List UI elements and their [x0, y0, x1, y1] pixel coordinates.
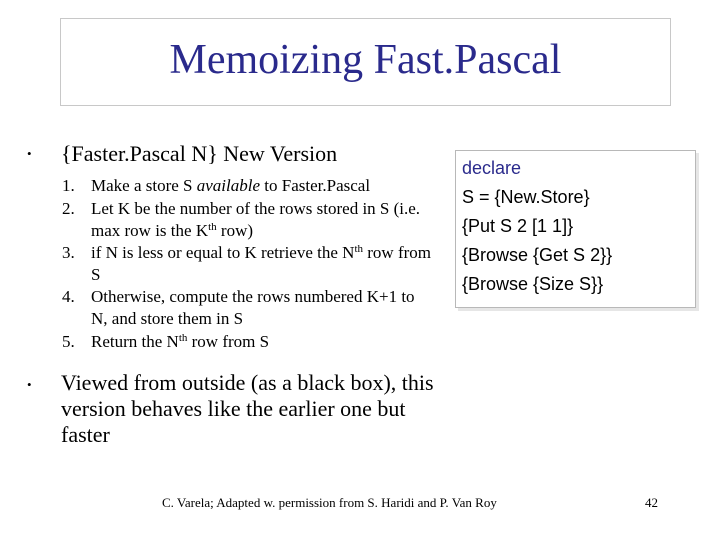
code-line: S = {New.Store}: [462, 187, 590, 207]
title-box: [60, 18, 671, 106]
footer-credit: C. Varela; Adapted w. permission from S. Haridi and P. Van Roy: [162, 495, 497, 510]
code-line: {Browse {Get S 2}}: [462, 245, 613, 265]
step-text: Return the N: [91, 332, 179, 351]
step-text: row from S: [91, 243, 431, 284]
code-line-declare: declare: [462, 158, 522, 178]
step-text: to Faster.Pascal: [260, 176, 371, 195]
bullet-faster-pascal-new-version: {Faster.Pascal N} New Version: [61, 141, 338, 166]
code-box: [455, 150, 696, 308]
superscript-th: th: [208, 221, 217, 233]
code-line: {Put S 2 [1 1]}: [462, 216, 574, 236]
superscript-th: th: [178, 332, 188, 344]
step-number: 5.: [62, 332, 75, 351]
step-text: Let K be the number of the rows stored in S (i.e. max row is the K: [91, 199, 421, 240]
bullet-marker: •: [27, 146, 32, 161]
step-text: Make a store S: [91, 176, 197, 195]
step-number: 2.: [62, 199, 75, 218]
step-text: Otherwise, compute the rows numbered K+1 to N, and store them in S: [91, 287, 415, 328]
step-number: 3.: [62, 243, 75, 262]
page-number: 42: [645, 495, 658, 510]
step-text: row): [216, 221, 254, 240]
list-item: [62, 174, 434, 198]
step-text: row from S: [187, 332, 270, 351]
numbered-steps-list: [62, 174, 434, 354]
step-number: 4.: [62, 287, 75, 306]
list-item: [62, 242, 434, 286]
step-text-italic: available: [196, 176, 261, 195]
step-number: 1.: [62, 176, 75, 195]
step-text: if N is less or equal to K retrieve the N: [91, 243, 355, 262]
code-line: {Browse {Size S}}: [462, 274, 604, 294]
bullet-marker: •: [27, 377, 32, 392]
list-item: [62, 330, 434, 354]
list-item: [62, 286, 434, 330]
slide-title: Memoizing Fast.Pascal: [169, 37, 562, 83]
superscript-th: th: [354, 243, 363, 255]
list-item: [62, 198, 434, 242]
bullet-viewed-from-outside: Viewed from outside (as a black box), this version behaves like the earlier one but faster: [61, 370, 434, 447]
